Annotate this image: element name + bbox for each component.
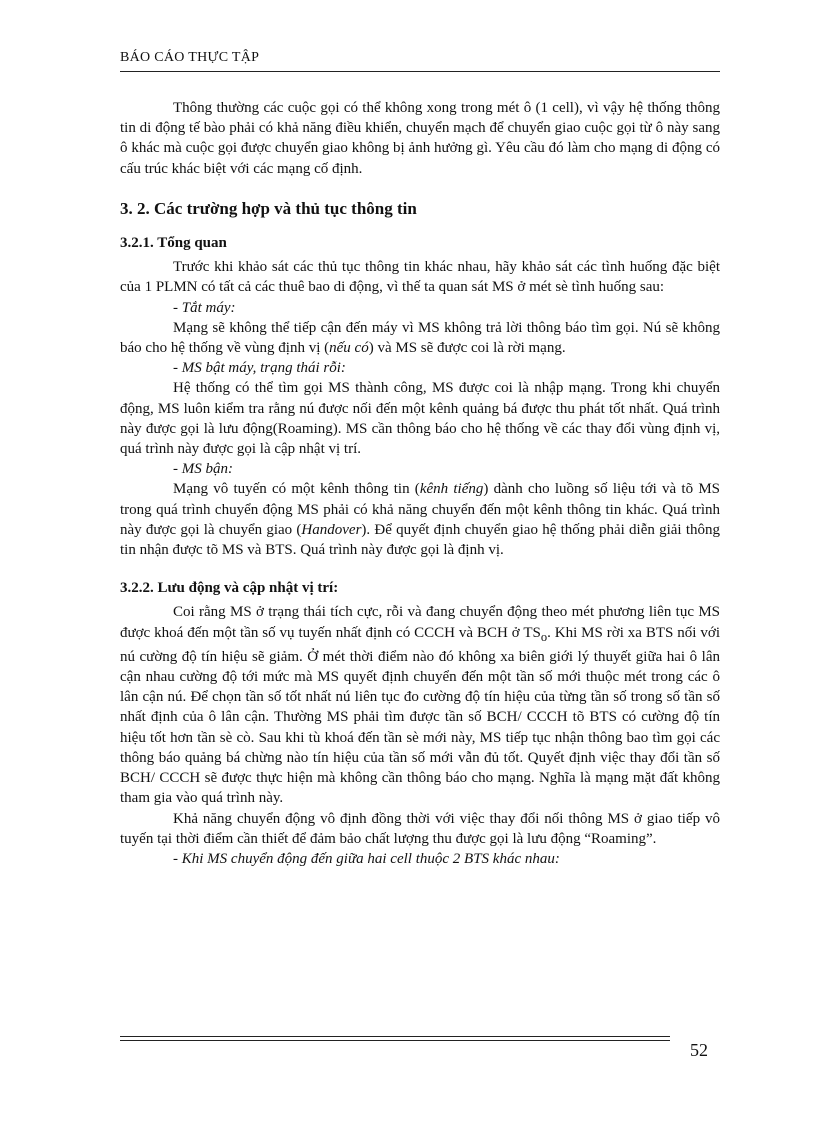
case-idle-text: Hệ thống có thể tìm gọi MS thành công, MS được coi là nhập mạng. Trong khi chuyển động, MS luôn kiểm tra rằng nú được nối đến một kênh quảng bá được thu phát tốt nhất. Quá trình này được gọi là lưu động(Roaming). MS cần thông báo cho hệ thống về các thay đổi vùng định vị, quá trình này được gọi là cập nhật vị trí. <box>120 380 720 458</box>
overview-paragraph: Trước khi khảo sát các thủ tục thông tin khác nhau, hãy khảo sát các tình huống đặc biệt của 1 PLMN có tất cả các thuê bao di động, vì thế ta quan sát MS ở mét sè tình huống sau: <box>120 259 720 296</box>
case-idle-label: - MS bật máy, trạng thái rỗi: <box>173 360 346 377</box>
subsection-heading-roaming: 3.2.2. Lưu động và cập nhật vị trí: <box>120 580 339 597</box>
section-heading: 3. 2. Các trường hợp và thủ tục thông tin <box>120 198 417 218</box>
document-body <box>120 98 720 869</box>
running-header: BÁO CÁO THỰC TẬP <box>120 50 260 65</box>
subsection-heading-overview: 3.2.1. Tổng quan <box>120 235 227 252</box>
page-number: 52 <box>690 1040 708 1060</box>
intro-paragraph: Thông thường các cuộc gọi có thể không xong trong mét ô (1 cell), vì vậy hệ thống thông tin di động tế bào phải có khả năng điều khiển, chuyển mạch để chuyển giao cuộc gọi từ ô này sang ô khác mà cuộc gọi được chuyển giao không bị ảnh hưởng gì. Yêu cầu đó làm cho mạng di động có cấu trúc khác biệt với các mạng cố định. <box>120 100 720 177</box>
header-rule <box>120 71 720 72</box>
roaming-definition-paragraph: Khả năng chuyển động vô định đồng thời với việc thay đổi nối thông MS ở giao tiếp vô tuyến tại thời điểm cần thiết để đảm bảo chất lượng thu được gọi là lưu động “Roaming”. <box>120 810 720 847</box>
case-power-off-text: Mạng sẽ không thể tiếp cận đến máy vì MS không trả lời thông báo tìm gọi. Nú sẽ không báo cho hệ thống về vùng định vị (nếu có) và MS sẽ được coi là rời mạng. <box>120 319 720 357</box>
footer-rule <box>120 1036 670 1044</box>
case-busy-label: - MS bận: <box>173 461 233 478</box>
case-between-bts-label: - Khi MS chuyển động đến giữa hai cell thuộc 2 BTS khác nhau: <box>173 850 560 867</box>
case-busy-text: Mạng vô tuyến có một kênh thông tin (kênh tiếng) dành cho luồng số liệu tới và tõ MS trong quá trình chuyển động MS phải có khả năng chuyển đến một kênh thông tin khác. Quá trình này được gọi là chuyển giao (Handover). Để quyết định chuyển giao hệ thống phải diễn giải thông tin nhận được tõ MS và BTS. Quá trình này được gọi là định vị. <box>120 481 721 559</box>
roaming-paragraph: Coi rằng MS ở trạng thái tích cực, rỗi và đang chuyển động theo mét phương liên tục MS được khoá đến một tần số vụ tuyến nhất định có CCCH và BCH ở $TS_o$. Khi MS rời xa BTS nối với nú cường độ tín hiệu sẽ giảm. Ở mét thời điểm nào đó không xa biên giới lý thuyết giữa hai ô lân cận nhau cường độ tới mức mà MS quyết định chuyển đến một tần số mới thuộc mét trong các ô lân cận nú. Để chọn tần số tốt nhất nú liên tục đo cường độ tín hiệu của từng tần số trong số tần số nhất định của ô lân cận. Thường MS phải tìm được tần số BCH/ CCCH tõ BTS có cường độ tín hiệu tốt hơn tần sè cò. Sau khi tù khoá đến tần sè mới này, MS tiếp tục nhận thông bao tìm gọi các thông báo quảng bá chừng nào tín hiệu của tần số mới vẫn đủ tốt. Quyết định việc thay đổi tần số BCH/ CCCH sẽ được thực hiện mà không cần thông báo cho mạng. Nghĩa là mạng mặt đất không tham gia vào quá trình này. <box>120 604 720 807</box>
case-power-off-label: - Tắt máy: <box>173 299 236 316</box>
